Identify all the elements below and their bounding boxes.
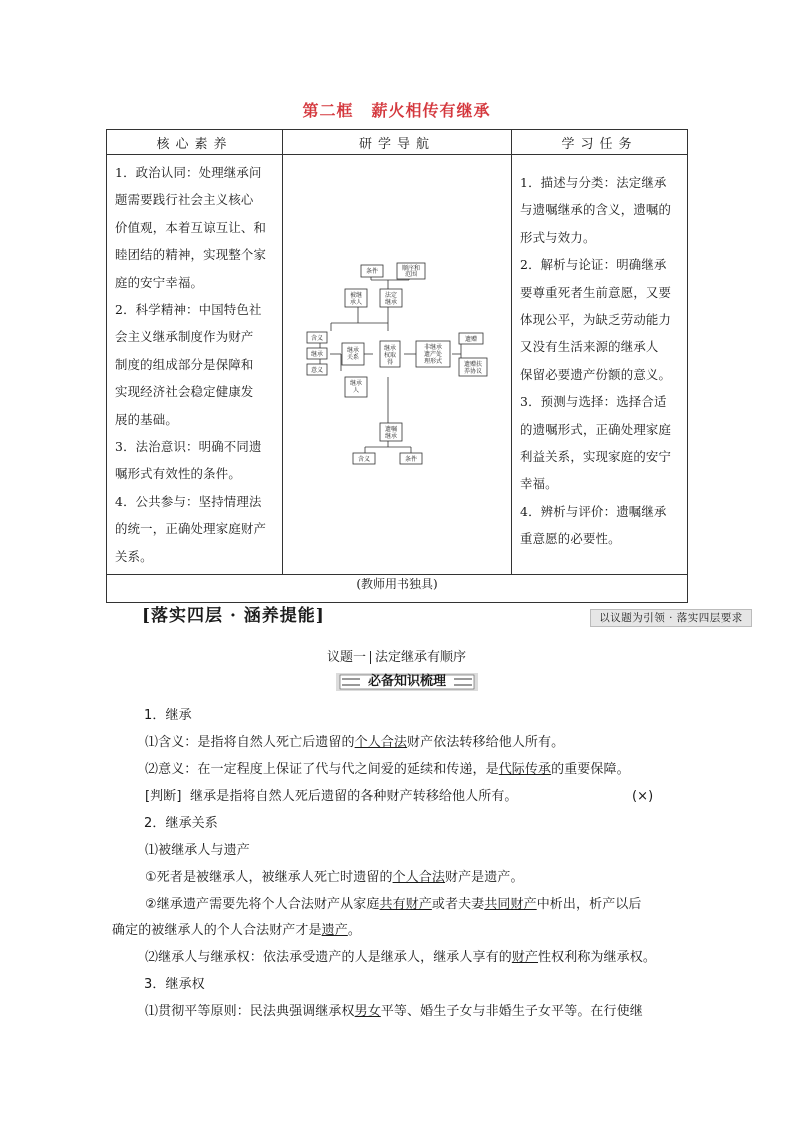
diagram-node-testamentary: 遗嘱 bbox=[384, 426, 398, 433]
title-frame-number: 第二框 bbox=[302, 101, 354, 120]
section-heading: [落实四层 · 涵养提能] bbox=[142, 606, 325, 626]
core-line: 4．公共参与：坚持情理法 bbox=[115, 493, 262, 509]
body-heading-2: 2．继承关系 bbox=[144, 816, 218, 831]
core-line: 实现经济社会稳定健康发 bbox=[115, 384, 254, 400]
diagram-node-meaning-2: 含义 bbox=[357, 456, 371, 463]
core-line: 展的基础。 bbox=[115, 411, 178, 427]
header-study-guide: 研学导航 bbox=[283, 130, 512, 155]
body-paragraph-decedent: ①死者是被继承人，被继承人死亡时遗留的个人合法财产是遗产。 bbox=[145, 870, 524, 885]
diagram-node-support-agreement: 遗赠扶 bbox=[463, 361, 483, 368]
diagram-node-testamentary-2: 继承 bbox=[384, 433, 398, 440]
topic-prefix: 议题一 bbox=[326, 650, 366, 665]
knowledge-label: 必备知识梳理 bbox=[367, 674, 446, 689]
diagram-node-order: 顺序和 bbox=[401, 265, 421, 272]
core-line: 题需要践行社会主义核心 bbox=[115, 192, 254, 208]
diagram-node-nonheritance: 非继承 bbox=[423, 344, 443, 351]
body-paragraph-meaning: ⑴含义：是指将自然人死亡后遗留的个人合法财产依法转移给他人所有。 bbox=[145, 735, 565, 750]
diagram-node-decedent-2: 承人 bbox=[349, 299, 363, 306]
title-text: 薪火相传有继承 bbox=[371, 101, 491, 120]
diagram-node-bequest: 遗赠 bbox=[464, 336, 478, 343]
concept-map bbox=[283, 155, 511, 559]
judgement-line bbox=[112, 787, 684, 807]
diagram-node-conditions: 条件 bbox=[365, 268, 379, 275]
body-heading-3: 3．继承权 bbox=[144, 977, 205, 992]
task-line: 4．辨析与评价：遗嘱继承 bbox=[520, 503, 667, 519]
diagram-node-nonheritance-2: 遗产处 bbox=[423, 351, 443, 358]
judgement-answer: (×) bbox=[632, 789, 654, 804]
task-line: 又没有生活来源的继承人 bbox=[520, 339, 659, 355]
task-line: 3．预测与选择：选择合适 bbox=[520, 394, 667, 410]
body-paragraph-partition: ②继承遗产需要先将个人合法财产从家庭共有财产或者夫妻共同财产中析出，析产以后 bbox=[145, 897, 642, 912]
task-line: 的遗嘱形式，正确处理家庭 bbox=[520, 421, 672, 437]
diagram-node-statutory: 法定 bbox=[384, 292, 398, 299]
overview-table bbox=[106, 129, 688, 603]
judgement-statement: 继承是指将自然人死后遗留的各种财产转移给他人所有。 bbox=[190, 789, 518, 804]
core-line: 价值观，本着互谅互让、和 bbox=[115, 219, 267, 235]
body-paragraph-equality: ⑴贯彻平等原则：民法典强调继承权男女平等、婚生子女与非婚生子女平等。在行使继 bbox=[145, 1004, 643, 1019]
task-line: 利益关系，实现家庭的安宁 bbox=[520, 449, 672, 465]
diagram-node-heir: 继承 bbox=[349, 380, 363, 387]
task-line: 保留必要遗产份额的意义。 bbox=[520, 366, 672, 382]
diagram-node-meaning: 含义 bbox=[310, 335, 324, 342]
concept-map-svg bbox=[283, 155, 511, 559]
header-core-literacy: 核心素养 bbox=[107, 130, 283, 155]
core-literacy-cell bbox=[107, 155, 283, 575]
answer-blank: 遗产 bbox=[321, 923, 348, 938]
task-line: 体现公平，为缺乏劳动能力 bbox=[520, 312, 672, 328]
diagram-node-relation-2: 关系 bbox=[346, 354, 360, 361]
header-learning-tasks: 学习任务 bbox=[512, 130, 688, 155]
diagram-node-heir-2: 人 bbox=[352, 387, 360, 394]
task-line: 与遗嘱继承的含义，遗嘱的 bbox=[520, 202, 672, 218]
task-line: 幸福。 bbox=[520, 476, 558, 492]
task-line: 要尊重死者生前意愿，又要 bbox=[520, 284, 672, 300]
task-line: 1．描述与分类：法定继承 bbox=[520, 175, 667, 190]
core-line: 会主义继承制度作为财产 bbox=[115, 329, 254, 345]
body-paragraph-partition-cont: 确定的被继承人的个人合法财产才是遗产。 bbox=[112, 923, 361, 938]
core-line: 庭的安宁幸福。 bbox=[115, 274, 204, 290]
diagram-node-statutory-2: 继承 bbox=[384, 299, 398, 306]
teacher-edition-note: (教师用书独具) bbox=[107, 575, 688, 603]
learning-tasks-cell bbox=[512, 155, 688, 575]
diagram-node-right: 继承 bbox=[383, 345, 397, 352]
diagram-node-inheritance: 继承 bbox=[310, 351, 324, 358]
answer-blank: 共有财产 bbox=[379, 897, 432, 912]
core-line: 关系。 bbox=[115, 548, 153, 564]
core-line: 嘱形式有效性的条件。 bbox=[115, 466, 241, 482]
diagram-node-decedent: 被继 bbox=[349, 292, 363, 299]
body-paragraph-significance: ⑵意义：在一定程度上保证了代与代之间爱的延续和传递，是代际传承的重要保障。 bbox=[145, 762, 630, 777]
diagram-node-relation: 继承 bbox=[346, 347, 360, 354]
section-tag: 以议题为引领 · 落实四层要求 bbox=[590, 609, 752, 627]
diagram-node-conditions-2: 条件 bbox=[404, 456, 418, 463]
judgement-label: [判断] bbox=[145, 789, 182, 804]
core-line: 1．政治认同：处理继承问 bbox=[115, 165, 262, 180]
core-line: 2．科学精神：中国特色社 bbox=[115, 302, 262, 318]
diagram-node-nonheritance-3: 理形式 bbox=[423, 358, 443, 365]
answer-blank: 代际传承 bbox=[498, 762, 552, 777]
core-line: 制度的组成部分是保障和 bbox=[115, 356, 254, 372]
task-line: 重意愿的必要性。 bbox=[520, 531, 621, 547]
diagram-node-significance: 意义 bbox=[310, 367, 324, 374]
topic-title bbox=[0, 646, 793, 665]
diagram-node-scope: 范围 bbox=[404, 271, 418, 278]
diagram-node-right-2: 权取 bbox=[383, 352, 397, 359]
answer-blank: 个人合法 bbox=[354, 735, 408, 750]
body-paragraph-heir: ⑵继承人与继承权：依法承受遗产的人是继承人，继承人享有的财产性权利称为继承权。 bbox=[145, 950, 656, 965]
diagram-node-support-agreement-2: 养协议 bbox=[463, 368, 483, 375]
answer-blank: 男女 bbox=[354, 1004, 381, 1019]
task-line: 2．解析与论证：明确继承 bbox=[520, 257, 667, 273]
core-line: 的统一，正确处理家庭财产 bbox=[115, 521, 267, 537]
knowledge-banner bbox=[336, 673, 478, 691]
body-subheading-decedent: ⑴被继承人与遗产 bbox=[145, 843, 250, 858]
core-line: 睦团结的精神，实现整个家 bbox=[115, 247, 267, 263]
answer-blank: 财产 bbox=[511, 950, 539, 965]
core-line: 3．法治意识：明确不同遗 bbox=[115, 439, 262, 455]
body-heading-1: 1．继承 bbox=[144, 708, 192, 723]
diagram-node-right-3: 得 bbox=[386, 359, 394, 366]
page-title bbox=[0, 98, 793, 121]
answer-blank: 共同财产 bbox=[484, 897, 537, 912]
study-guide-cell bbox=[283, 155, 512, 575]
answer-blank: 个人合法 bbox=[392, 870, 445, 885]
topic-name: 法定继承有顺序 bbox=[375, 650, 467, 665]
task-line: 形式与效力。 bbox=[520, 229, 596, 245]
